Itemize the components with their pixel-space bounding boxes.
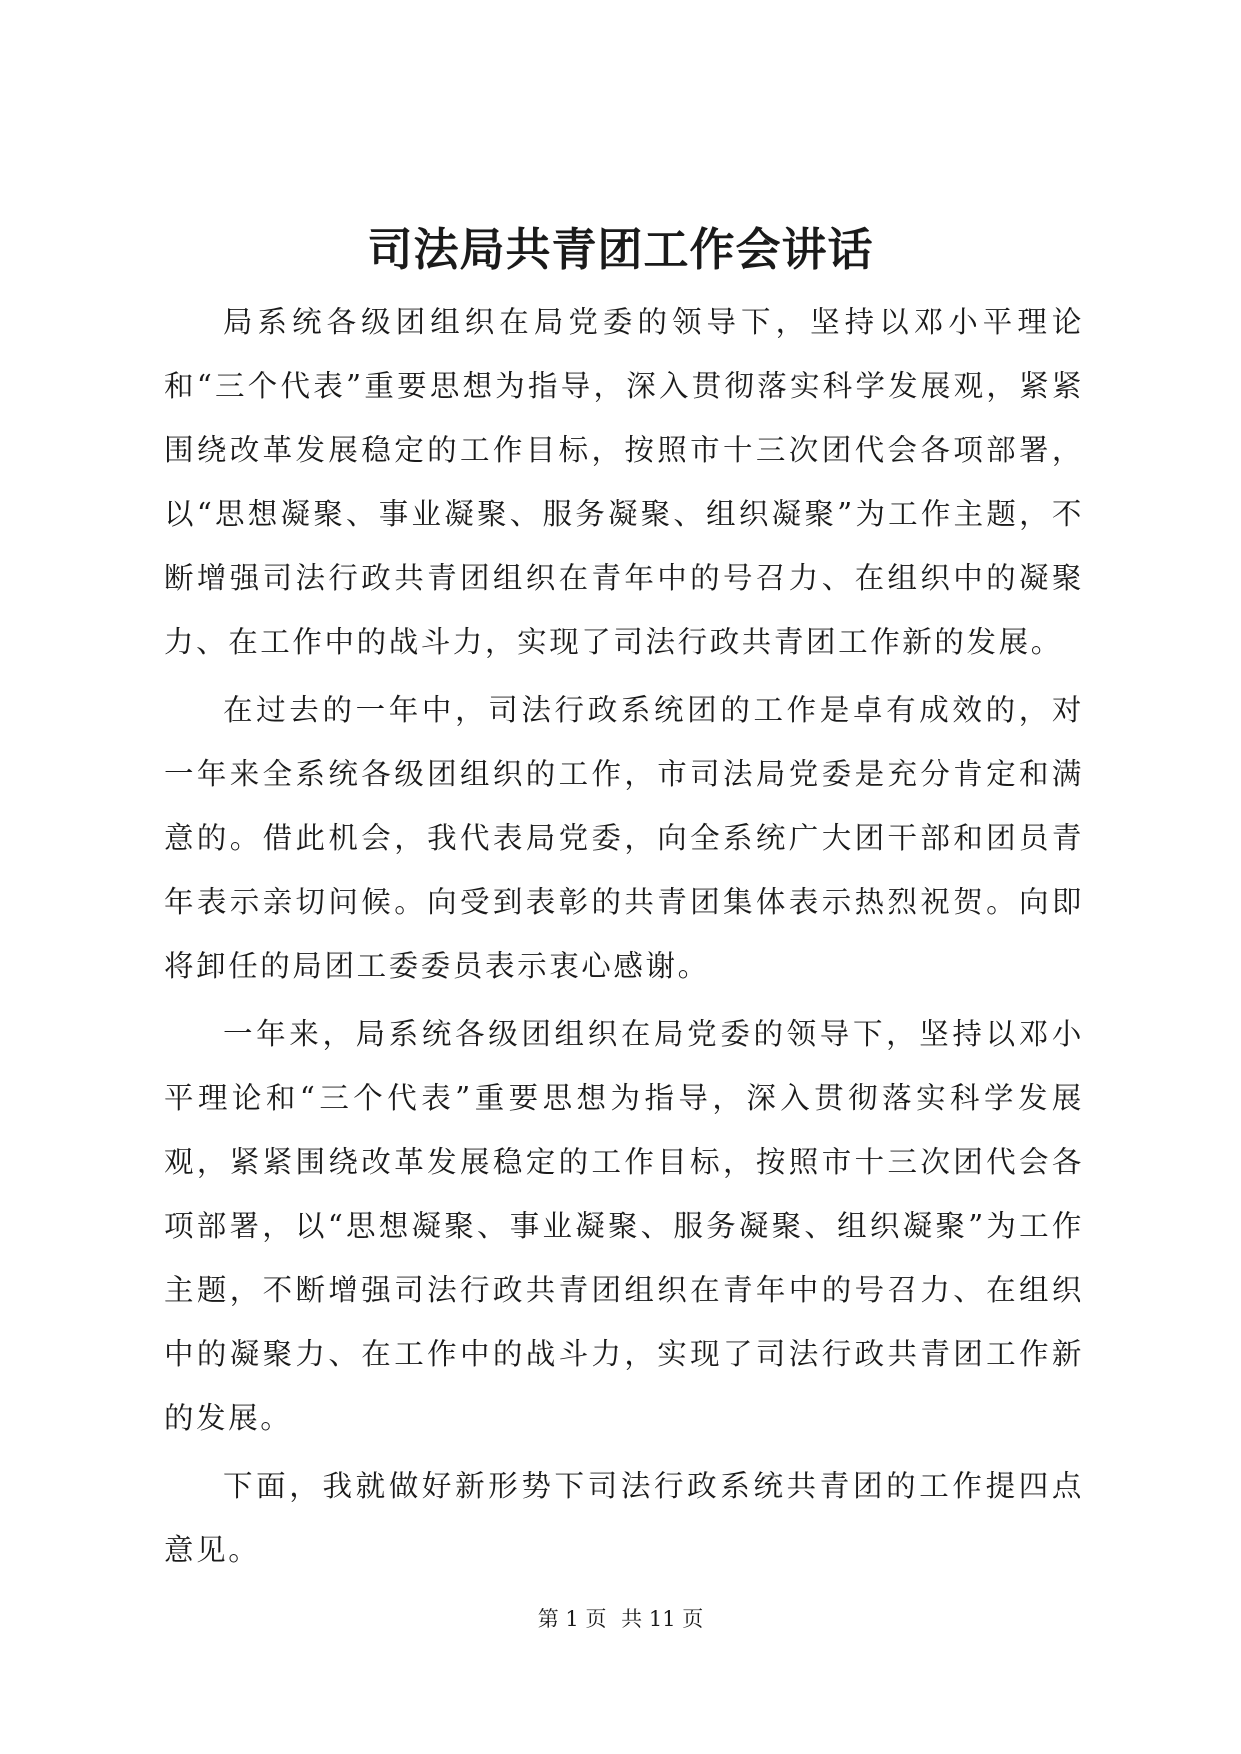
paragraph-2: 在过去的一年中，司法行政系统团的工作是卓有成效的，对一年来全系统各级团组织的工作，市司法局党委是充分肯定和满意的。借此机会，我代表局党委，向全系统广大团干部和团员青年表示亲切问候。向受到表彰的共青团集体表示热烈祝贺。向即将卸任的局团工委委员表示衷心感谢。 bbox=[164, 693, 1084, 983]
page-footer bbox=[0, 1604, 1241, 1634]
paragraph-3: 一年来，局系统各级团组织在局党委的领导下，坚持以邓小平理论和“三个代表”重要思想为指导，深入贯彻落实科学发展观，紧紧围绕改革发展稳定的工作目标，按照市十三次团代会各项部署，以“思想凝聚、事业凝聚、服务凝聚、组织凝聚”为工作主题，不断增强司法行政共青团组织在青年中的号召力、在组织中的凝聚力、在工作中的战斗力，实现了司法行政共青团工作新的发展。 bbox=[164, 1017, 1084, 1435]
document-title: 司法局共青团工作会讲话 bbox=[367, 223, 874, 276]
paragraph-1: 局系统各级团组织在局党委的领导下，坚持以邓小平理论和“三个代表”重要思想为指导，深入贯彻落实科学发展观，紧紧围绕改革发展稳定的工作目标，按照市十三次团代会各项部署，以“思想凝聚、事业凝聚、服务凝聚、组织凝聚”为工作主题，不断增强司法行政共青团组织在青年中的号召力、在组织中的凝聚力、在工作中的战斗力，实现了司法行政共青团工作新的发展。 bbox=[164, 305, 1084, 659]
document-body bbox=[164, 290, 1084, 1586]
paragraph-4: 下面，我就做好新形势下司法行政系统共青团的工作提四点意见。 bbox=[164, 1469, 1084, 1567]
page-number-total: 共 11 页 bbox=[621, 1607, 704, 1631]
page-number-current: 第 1 页 bbox=[537, 1607, 607, 1631]
